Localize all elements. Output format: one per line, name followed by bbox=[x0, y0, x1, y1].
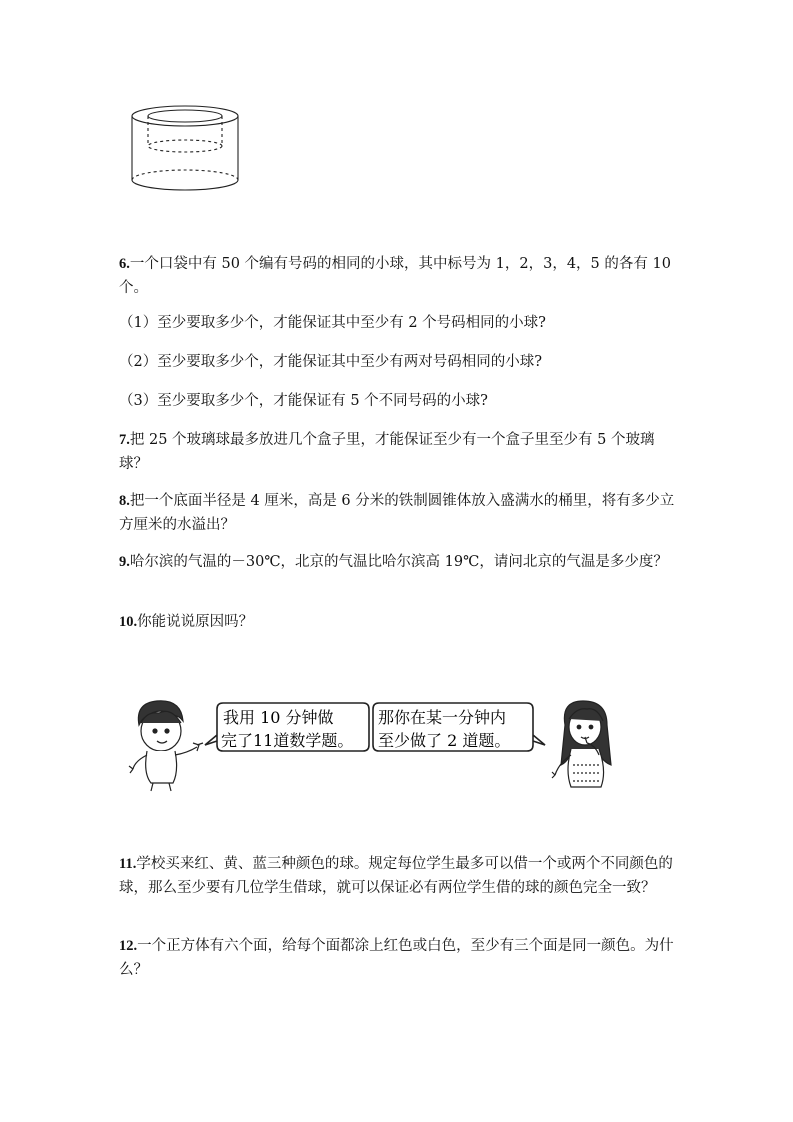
question-11 bbox=[119, 852, 679, 900]
question-text: 把 25 个玻璃球最多放进几个盒子里，才能保证至少有一个盒子里至少有 5 个玻璃球？ bbox=[119, 432, 655, 472]
question-text: 把一个底面半径是 4 厘米，高是 6 分米的铁制圆锥体放入盛满水的桶里，将有多少立方厘米的水溢出？ bbox=[119, 493, 675, 533]
question-number: 11. bbox=[119, 856, 137, 872]
boy-line-2: 完了11道数学题。 bbox=[221, 731, 354, 750]
question-9 bbox=[119, 550, 679, 574]
question-text: 学校买来红、黄、蓝三种颜色的球。规定每位学生最多可以借一个或两个不同颜色的球，那么至少要有几位学生借球，就可以保证必有两位学生借的球的颜色完全一致？ bbox=[119, 856, 673, 896]
question-number: 9. bbox=[119, 554, 130, 570]
question-text: 一个正方体有六个面，给每个面都涂上红色或白色，至少有三个面是同一颜色。为什么？ bbox=[119, 938, 674, 978]
question-number: 7. bbox=[119, 432, 130, 448]
question-text: 你能说说原因吗？ bbox=[137, 614, 254, 630]
question-number: 10. bbox=[119, 614, 138, 630]
question-6-sub-2: （2）至少要取多少个，才能保证其中至少有两对号码相同的小球? bbox=[119, 354, 542, 370]
girl-line-2: 至少做了 2 道题。 bbox=[378, 731, 511, 750]
question-text: 哈尔滨的气温的－30℃，北京的气温比哈尔滨高 19℃，请问北京的气温是多少度？ bbox=[129, 554, 668, 570]
question-number: 6. bbox=[119, 256, 130, 272]
question-number: 12. bbox=[119, 938, 138, 954]
question-text: 一个口袋中有 50 个编有号码的相同的小球，其中标号为 1，2，3，4，5 的各有 10 个。 bbox=[119, 256, 671, 296]
question-6 bbox=[119, 252, 679, 300]
question-8 bbox=[119, 489, 679, 537]
question-7 bbox=[119, 428, 679, 476]
boy-cartoon bbox=[129, 701, 203, 791]
question-6-sub-3: （3）至少要取多少个，才能保证有 5 个不同号码的小球? bbox=[119, 393, 488, 409]
question-12 bbox=[119, 934, 679, 982]
dialogue-illustration bbox=[125, 695, 625, 795]
boy-line-1: 我用 10 分钟做 bbox=[223, 708, 334, 727]
question-number: 8. bbox=[119, 493, 130, 509]
cylinder-figure bbox=[125, 100, 250, 195]
question-10 bbox=[119, 610, 679, 634]
girl-cartoon bbox=[552, 701, 611, 787]
question-6-sub-1: （1）至少要取多少个，才能保证其中至少有 2 个号码相同的小球? bbox=[119, 315, 546, 331]
girl-line-1: 那你在某一分钟内 bbox=[378, 708, 507, 727]
